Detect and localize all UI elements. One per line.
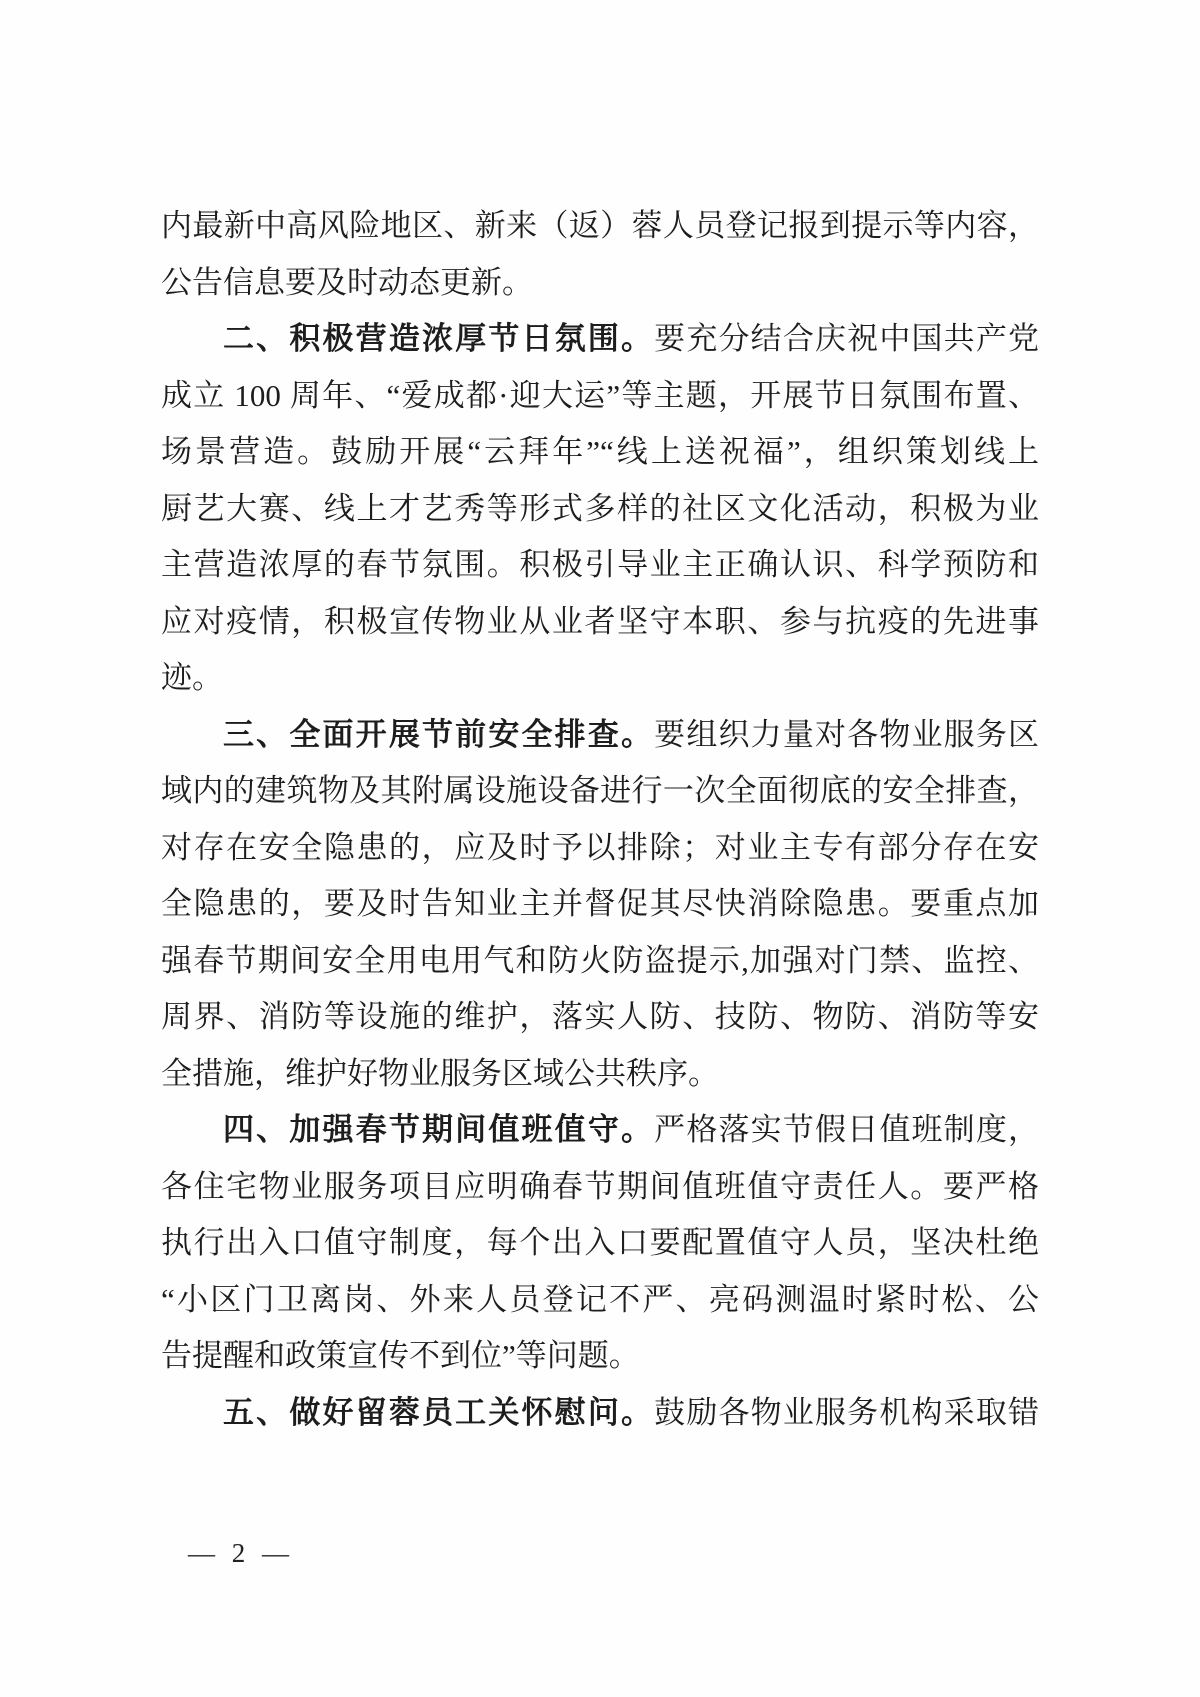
body-text: 迹。 [161, 660, 223, 695]
text-line [161, 1215, 1039, 1272]
section-heading-text: 二、积极营造浓厚节日氛围。 [223, 321, 655, 356]
section-heading-text: 五、做好留蓉员工关怀慰问。 [223, 1394, 655, 1430]
text-line [161, 255, 1039, 312]
body-text: 对存在安全隐患的，应及时予以排除；对业主专有部分存在安 [161, 829, 1039, 865]
section-heading-text: 三、全面开展节前安全排查。 [223, 716, 655, 752]
text-line [161, 933, 1039, 990]
document-body [161, 198, 1039, 1441]
text-line [161, 1328, 1039, 1385]
section-heading-text: 四、加强春节期间值班值守。 [223, 1112, 655, 1147]
body-text: 主营造浓厚的春节氛围。积极引导业主正确认识、科学预防和 [161, 547, 1039, 582]
body-text: 强春节期间安全用电用气和防火防盗提示,加强对门禁、监控、 [161, 942, 1039, 978]
text-line [161, 876, 1039, 933]
text-line [161, 989, 1039, 1046]
text-line [161, 368, 1039, 425]
body-text: 执行出入口值守制度，每个出入口要配置值守人员，坚决杜绝 [161, 1225, 1039, 1260]
body-text: 应对疫情，积极宣传物业从业者坚守本职、参与抗疫的先进事 [161, 603, 1039, 639]
text-line [161, 1159, 1039, 1216]
text-line [161, 707, 1039, 764]
body-text: 内最新中高风险地区、新来（返）蓉人员登记报到提示等内容， [161, 208, 1039, 243]
text-line [161, 1272, 1039, 1329]
text-line [161, 1385, 1039, 1442]
text-line [161, 424, 1039, 481]
body-text: 要充分结合庆祝中国共产党 [654, 321, 1040, 356]
body-text: 域内的建筑物及其附属设施设备进行一次全面彻底的安全排查， [161, 773, 1039, 808]
text-line [161, 481, 1039, 538]
body-text: 成立 100 周年、“爱成都·迎大运”等主题，开展节日氛围布置、 [161, 377, 1039, 413]
body-text: 厨艺大赛、线上才艺秀等形式多样的社区文化活动，积极为业 [161, 490, 1039, 526]
text-line [161, 1102, 1039, 1159]
text-line [161, 650, 1039, 707]
body-text: 全隐患的，要及时告知业主并督促其尽快消除隐患。要重点加 [161, 886, 1039, 921]
body-text: 严格落实节假日值班制度， [654, 1112, 1040, 1147]
text-line [161, 537, 1039, 594]
body-text: 鼓励各物业服务机构采取错 [654, 1394, 1040, 1430]
text-line [161, 763, 1039, 820]
body-text: 周界、消防等设施的维护，落实人防、技防、物防、消防等安 [161, 999, 1039, 1034]
text-line [161, 198, 1039, 255]
body-text: 要组织力量对各物业服务区 [654, 716, 1040, 752]
body-text: 场景营造。鼓励开展“云拜年”“线上送祝福”，组织策划线上 [161, 434, 1039, 469]
text-line [161, 594, 1039, 651]
page-number: — 2 — [188, 1538, 289, 1568]
body-text: “小区门卫离岗、外来人员登记不严、亮码测温时紧时松、公 [161, 1281, 1039, 1317]
body-text: 告提醒和政策宣传不到位”等问题。 [161, 1338, 640, 1373]
body-text: 各住宅物业服务项目应明确春节期间值班值守责任人。要严格 [161, 1168, 1039, 1204]
body-text: 公告信息要及时动态更新。 [161, 264, 533, 300]
body-text: 全措施，维护好物业服务区域公共秩序。 [161, 1055, 719, 1091]
text-line [161, 820, 1039, 877]
text-line [161, 311, 1039, 368]
text-line [161, 1046, 1039, 1103]
